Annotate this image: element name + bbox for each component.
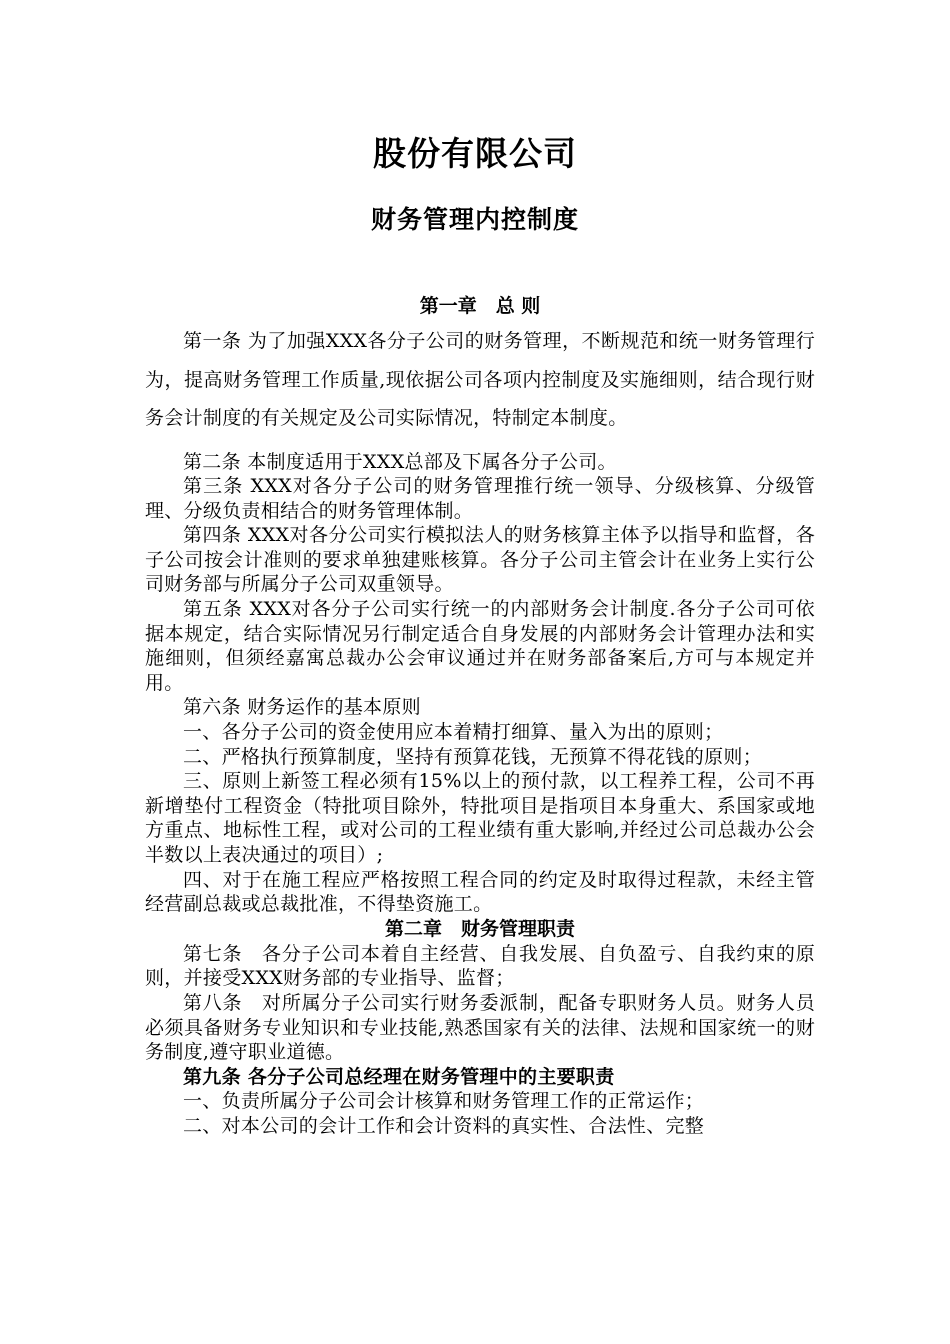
document-title: 财务管理内控制度 xyxy=(370,205,579,234)
principle-3: 三、原则上新签工程必须有15%以上的预付款，以工程养工程，公司不再新增垫付工程资金（特批项目除外，特批项目是指项目本身重大、系国家或地方重点、地标性工程，或对公司的工程业绩有重大影响,并经过公司总裁办公会半数以上表决通过的项目）; xyxy=(145,770,815,866)
article-5: 第五条 XXX对各分子公司实行统一的内部财务会计制度.各分子公司可依据本规定，结合实际情况另行制定适合自身发展的内部财务会计管理办法和实施细则，但须经嘉寓总裁办公会审议通过并在财务部备案后,方可与本规定并用。 xyxy=(145,598,815,694)
article-9-heading: 第九条 各分子公司总经理在财务管理中的主要职责 xyxy=(183,1065,615,1088)
document-body xyxy=(145,290,815,1139)
principle-4: 四、对于在施工程应严格按照工程合同的约定及时取得过程款，未经主管经营副总裁或总裁批准，不得垫资施工。 xyxy=(145,868,815,916)
paragraph-gap xyxy=(145,438,815,450)
article-6: 第六条 财务运作的基本原则 xyxy=(183,696,421,719)
principle-1: 一、各分子公司的资金使用应本着精打细算、量入为出的原则； xyxy=(183,721,724,744)
article-7: 第七条 各分子公司本着自主经营、自我发展、自负盈亏、自我约束的原则，并接受XXX财务部的专业指导、监督； xyxy=(145,942,815,990)
article-3: 第三条 XXX对各分子公司的财务管理推行统一领导、分级核算、分级管理、分级负责相结合的财务管理体制。 xyxy=(145,475,815,522)
chapter-2-heading: 第二章 财务管理职责 xyxy=(384,917,575,940)
article-1: 第一条 为了加强XXX各分子公司的财务管理，不断规范和统一财务管理行为，提高财务管理工作质量,现依据公司各项内控制度及实施细则，结合现行财务会计制度的有关规定及公司实际情况，特制定本制度。 xyxy=(145,330,815,429)
chapter-1-heading: 第一章 总 则 xyxy=(419,295,541,317)
article-2: 第二条 本制度适用于XXX总部及下属各分子公司。 xyxy=(183,450,617,473)
duty-2: 二、对本公司的会计工作和会计资料的真实性、合法性、完整 xyxy=(183,1114,705,1137)
article-4: 第四条 XXX对各分公司实行模拟法人的财务核算主体予以指导和监督，各子公司按会计准则的要求单独建账核算。各分子公司主管会计在业务上实行公司财务部与所属分子公司双重领导。 xyxy=(145,524,815,596)
duty-1: 一、负责所属分子公司会计核算和财务管理工作的正常运作； xyxy=(183,1090,705,1113)
principle-2: 二、严格执行预算制度，坚持有预算花钱，无预算不得花钱的原则； xyxy=(183,745,763,768)
company-title: 股份有限公司 xyxy=(373,134,577,173)
article-8: 第八条 对所属分子公司实行财务委派制，配备专职财务人员。财务人员必须具备财务专业知识和专业技能,熟悉国家有关的法律、法规和国家统一的财务制度,遵守职业道德。 xyxy=(145,991,815,1064)
